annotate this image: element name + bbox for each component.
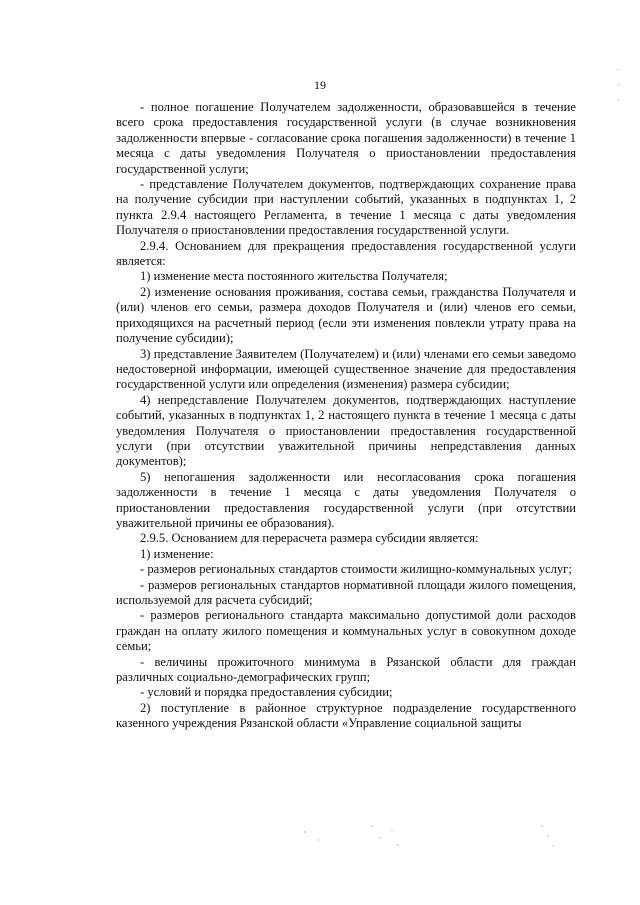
paragraph: 1) изменение: (140, 546, 214, 561)
paragraph: 5) непогашения задолженности или несогласования срока погашения задолженности в течение 1 месяца с даты уведомления Получателя о приостановлении предоставления государственной услуги (при отсутствии уважительной причины ее образования). (116, 469, 576, 530)
paragraph: 2.9.4. Основанием для прекращения предоставления государственной услуги является: (116, 238, 576, 269)
paragraph: - условий и порядка предоставления субсидии; (140, 685, 393, 700)
paragraph: 1) изменение места постоянного жительства Получателя; (140, 269, 448, 284)
paragraph: 2) поступление в районное структурное подразделение государственного казенного учреждения Рязанской области «Управление социальной защиты (116, 700, 576, 731)
paragraph: 3) представление Заявителем (Получателем) и (или) членами его семьи заведомо недостоверной информации, имеющей существенное значение для предоставления государственной услуги или определения (изменения) размера субсидии; (116, 346, 576, 392)
paragraph: 2) изменение основания проживания, состава семьи, гражданства Получателя и (или) членов его семьи, размера доходов Получателя и (или) членов его семьи, приходящихся на расчетный период (если эти изменения повлекли утрату права на получение субсидии); (116, 284, 576, 346)
paragraph: - размеров регионального стандарта максимально допустимой доли расходов граждан на оплату жилого помещения и коммунальных услуг в совокупном доходе семьи; (116, 608, 576, 654)
paragraph: 2.9.5. Основанием для перерасчета размера субсидии является: (140, 531, 479, 546)
page-number: 19 (314, 78, 326, 92)
paragraph: - представление Получателем документов, подтверждающих сохранение права на получение субсидии при наступлении событий, указанных в подпунктах 1, 2 пункта 2.9.4 настоящего Регламента, в течение 1 месяца с даты уведомления Получателя о приостановлении предоставления государственной услуги. (116, 177, 576, 238)
paragraph: - размеров региональных стандартов стоимости жилищно-коммунальных услуг; (140, 562, 572, 577)
body-text (116, 100, 576, 732)
paragraph: 4) непредставление Получателем документов, подтверждающих наступление событий, указанных в подпунктах 1, 2 настоящего пункта в течение 1 месяца с даты уведомления Получателя о приостановлении предоставления государственной услуги (при отсутствии уважительной причины непредставления данных документов); (116, 392, 576, 469)
paragraph: - полное погашение Получателем задолженности, образовавшейся в течение всего срока предоставления государственной услуги (в случае возникновения задолженности впервые - согласование срока погашения задолженности) в течение 1 месяца с даты уведомления Получателя о приостановлении предоставления государственной услуги; (116, 100, 576, 176)
paragraph: - размеров региональных стандартов нормативной площади жилого помещения, используемой для расчета субсидий; (116, 577, 576, 607)
paragraph: - величины прожиточного минимума в Рязанской области для граждан различных социально-демографических групп; (116, 654, 576, 685)
